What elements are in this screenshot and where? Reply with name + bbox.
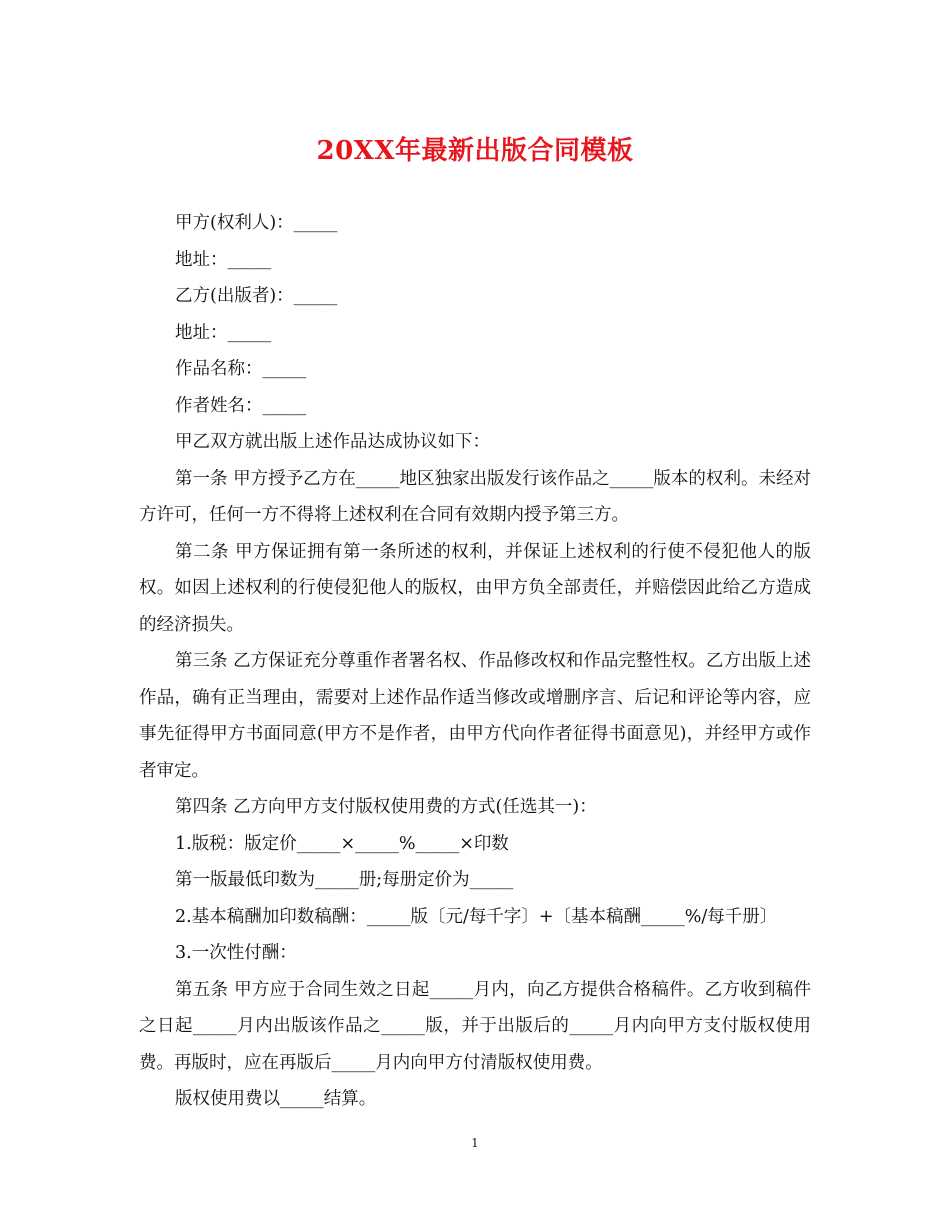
royalty-option-3: 3.一次性付酬：	[175, 943, 297, 963]
settlement-line: 版权使用费以_____结算。	[175, 1089, 377, 1109]
document-body	[139, 205, 811, 1118]
agreement-intro: 甲乙双方就出版上述作品达成协议如下：	[175, 432, 490, 452]
first-edition-terms: 第一版最低印数为_____册;每册定价为_____	[175, 870, 514, 890]
party-b-address-line: 地址：_____	[175, 322, 272, 343]
royalty-option-2: 2.基本稿酬加印数稿酬：_____版〔元/每千字〕+〔基本稿酬_____%/每千册〕	[175, 906, 778, 927]
work-title-line: 作品名称：_____	[175, 359, 307, 379]
article-3: 第三条 乙方保证充分尊重作者署名权、作品修改权和作品完整性权。乙方出版上述作品，确有正当理由，需要对上述作品作适当修改或增删序言、后记和评论等内容，应事先征得甲方书面同意(甲方不是作者，由甲方代向作者征得书面意见)，并经甲方或作者审定。	[139, 651, 811, 781]
article-4: 第四条 乙方向甲方支付版权使用费的方式(任选其一)：	[175, 797, 597, 817]
party-b-line: 乙方(出版者)：_____	[175, 286, 338, 306]
author-name-line: 作者姓名：_____	[175, 395, 307, 416]
royalty-option-1: 1.版税：版定价_____×_____%_____×印数	[175, 833, 509, 854]
article-2: 第二条 甲方保证拥有第一条所述的权利，并保证上述权利的行使不侵犯他人的版权。如因上述权利的行使侵犯他人的版权，由甲方负全部责任，并赔偿因此给乙方造成的经济损失。	[139, 541, 811, 635]
document-title: 20XX年最新出版合同模板	[316, 136, 634, 166]
party-a-address-line: 地址：_____	[175, 249, 272, 270]
article-5: 第五条 甲方应于合同生效之日起_____月内，向乙方提供合格稿件。乙方收到稿件之日起_____月内出版该作品之_____版，并于出版后的_____月内向甲方支付版权使用费。再版时，应在再版后_____月内向甲方付清版权使用费。	[139, 979, 811, 1073]
page-number: 1	[471, 1136, 479, 1150]
party-a-line: 甲方(权利人)：_____	[175, 213, 338, 233]
article-1: 第一条 甲方授予乙方在_____地区独家出版发行该作品之_____版本的权利。未经对方许可，任何一方不得将上述权利在合同有效期内授予第三方。	[139, 468, 811, 525]
